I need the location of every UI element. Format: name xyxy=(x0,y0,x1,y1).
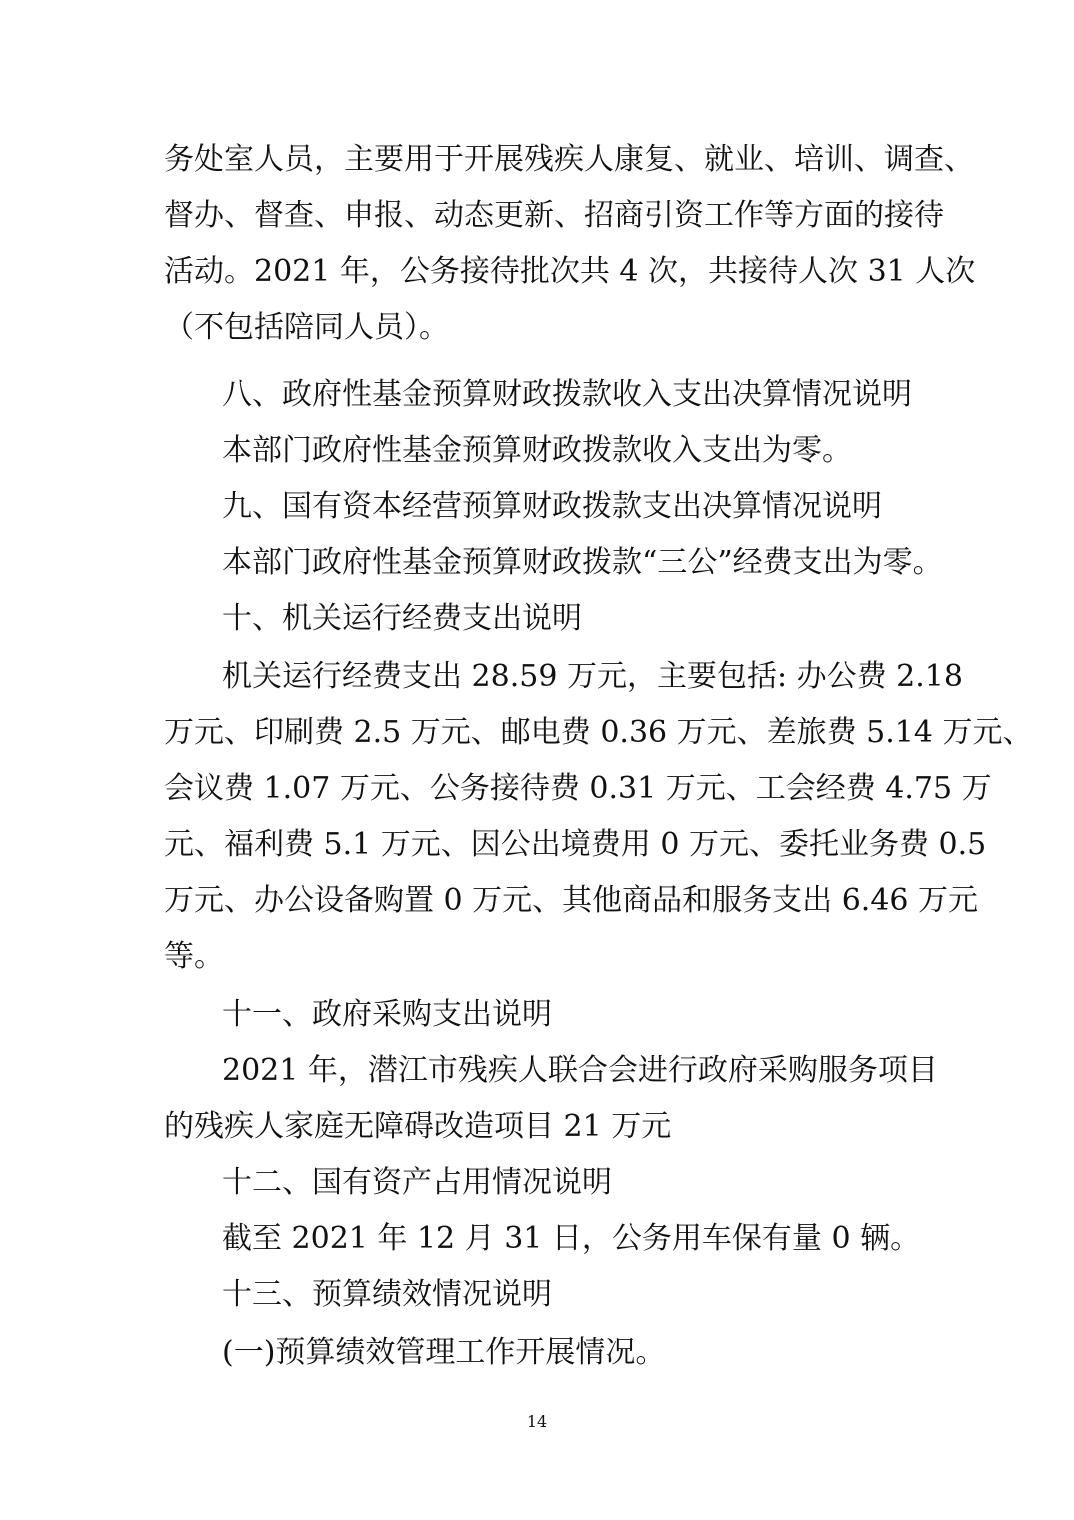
section-heading-13: 十三、预算绩效情况说明 xyxy=(222,1277,552,1312)
body-line-4: （不包括陪同人员）。 xyxy=(164,310,449,345)
body-line-section-8: 本部门政府性基金预算财政拨款收入支出为零。 xyxy=(222,433,852,468)
body-line-3: 活动。2021 年，公务接待批次共 4 次，共接待人次 31 人次 xyxy=(164,254,976,289)
body-line-section-10-2: 万元、印刷费 2.5 万元、邮电费 0.36 万元、差旅费 5.14 万元、 xyxy=(164,715,1033,750)
body-line-section-11-2: 的残疾人家庭无障碍改造项目 21 万元 xyxy=(164,1109,672,1144)
section-heading-8: 八、政府性基金预算财政拨款收入支出决算情况说明 xyxy=(222,377,912,412)
body-line-section-10-6: 等。 xyxy=(164,939,224,974)
body-line-1: 务处室人员，主要用于开展残疾人康复、就业、培训、调查、 xyxy=(164,142,974,177)
page-number: 14 xyxy=(526,1412,548,1431)
subsection-heading-13-1: (一)预算绩效管理工作开展情况。 xyxy=(222,1335,666,1370)
body-line-section-10-5: 万元、办公设备购置 0 万元、其他商品和服务支出 6.46 万元 xyxy=(164,883,979,918)
body-line-section-11-1: 2021 年，潜江市残疾人联合会进行政府采购服务项目 xyxy=(222,1053,938,1088)
body-line-section-10-3: 会议费 1.07 万元、公务接待费 0.31 万元、工会经费 4.75 万 xyxy=(164,771,992,806)
section-heading-9: 九、国有资本经营预算财政拨款支出决算情况说明 xyxy=(222,489,882,524)
body-line-section-9: 本部门政府性基金预算财政拨款“三公”经费支出为零。 xyxy=(222,545,943,580)
body-line-2: 督办、督查、申报、动态更新、招商引资工作等方面的接待 xyxy=(164,198,944,233)
section-heading-11: 十一、政府采购支出说明 xyxy=(222,997,552,1032)
body-line-section-12: 截至 2021 年 12 月 31 日，公务用车保有量 0 辆。 xyxy=(222,1221,921,1256)
section-heading-12: 十二、国有资产占用情况说明 xyxy=(222,1165,612,1200)
body-line-section-10-4: 元、福利费 5.1 万元、因公出境费用 0 万元、委托业务费 0.5 xyxy=(164,827,987,862)
body-line-section-10-1: 机关运行经费支出 28.59 万元，主要包括: 办公费 2.18 xyxy=(222,659,963,694)
section-heading-10: 十、机关运行经费支出说明 xyxy=(222,601,582,636)
